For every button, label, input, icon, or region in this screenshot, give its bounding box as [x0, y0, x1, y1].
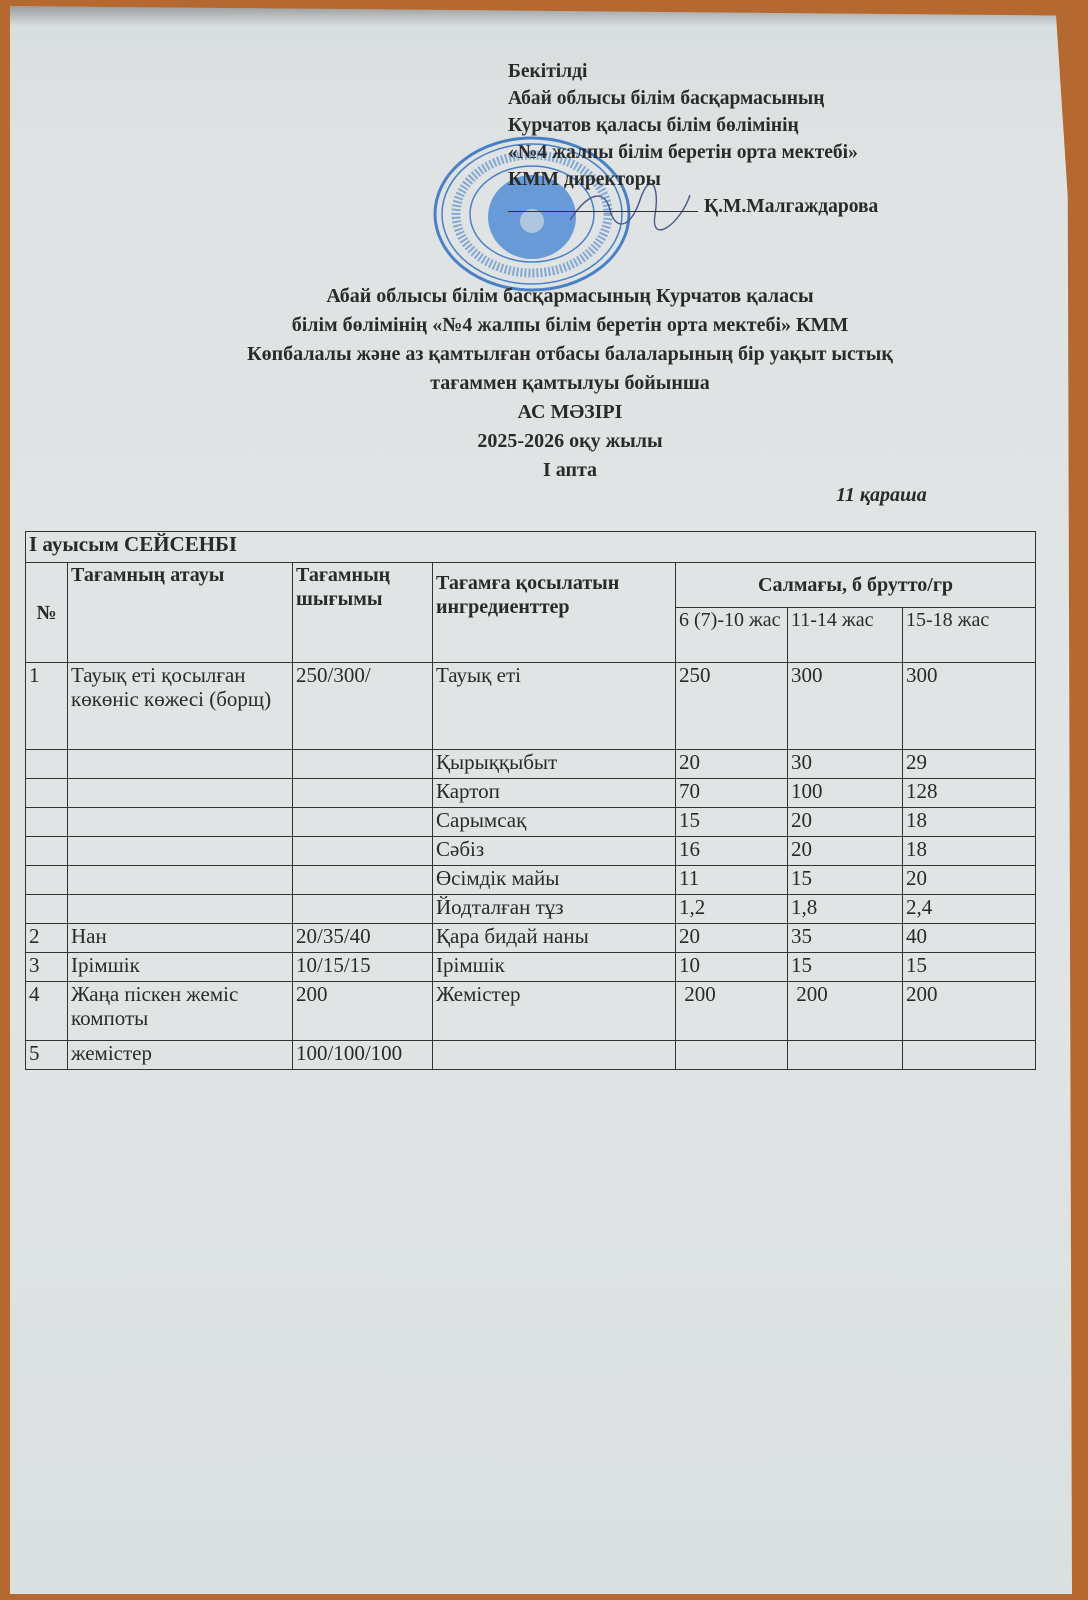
- row-yield: [293, 779, 433, 808]
- row-age-c: 29: [903, 750, 1036, 779]
- row-dish: [68, 750, 293, 779]
- document-title: [140, 282, 1000, 485]
- row-age-a: 10: [676, 953, 788, 982]
- row-dish: [68, 779, 293, 808]
- row-ingredient: Жемістер: [433, 982, 676, 1041]
- row-yield: 100/100/100: [293, 1041, 433, 1070]
- row-age-c: 18: [903, 808, 1036, 837]
- row-ingredient: Сәбіз: [433, 837, 676, 866]
- row-ingredient: Картоп: [433, 779, 676, 808]
- header-age-6-10: 6 (7)-10 жас: [676, 608, 788, 663]
- row-age-b: 1,8: [788, 895, 903, 924]
- title-line: 2025-2026 оқу жылы: [477, 430, 663, 452]
- row-dish: жемістер: [68, 1041, 293, 1070]
- table-row: [26, 953, 1036, 982]
- table-row: [26, 663, 1036, 750]
- row-yield: [293, 750, 433, 779]
- shift-title: І ауысым СЕЙСЕНБІ: [26, 532, 1036, 563]
- table-row: [26, 837, 1036, 866]
- row-dish: Жаңа піскен жеміс компоты: [68, 982, 293, 1041]
- row-ingredient: Йодталған тұз: [433, 895, 676, 924]
- row-yield: 20/35/40: [293, 924, 433, 953]
- row-age-b: 15: [788, 866, 903, 895]
- row-ingredient: Ірімшік: [433, 953, 676, 982]
- row-no: 4: [26, 982, 68, 1041]
- menu-date: 11 қараша: [836, 484, 927, 506]
- title-line: АС МӘЗІРІ: [517, 401, 623, 423]
- table-row: [26, 808, 1036, 837]
- header-age-15-18: 15-18 жас: [903, 608, 1036, 663]
- title-line: тағаммен қамтылуы бойынша: [430, 372, 710, 394]
- row-dish: Нан: [68, 924, 293, 953]
- row-yield: 10/15/15: [293, 953, 433, 982]
- title-line: І апта: [542, 459, 598, 481]
- row-dish: [68, 866, 293, 895]
- approval-block: [508, 58, 878, 220]
- row-age-b: 20: [788, 808, 903, 837]
- header-weight: Салмағы, б брутто/гр: [676, 563, 1036, 608]
- row-age-b: [788, 1041, 903, 1070]
- row-no: [26, 750, 68, 779]
- signature-row: [508, 193, 878, 220]
- table-header-row: [26, 563, 1036, 608]
- row-age-a: 20: [676, 750, 788, 779]
- row-no: [26, 866, 68, 895]
- row-age-a: 250: [676, 663, 788, 750]
- row-age-c: 15: [903, 953, 1036, 982]
- header-dish-yield: Тағамның шығымы: [293, 563, 433, 663]
- table-row: [26, 982, 1036, 1041]
- row-no: [26, 808, 68, 837]
- row-ingredient: [433, 1041, 676, 1070]
- title-line: Көпбалалы және аз қамтылған отбасы балаларының бір уақыт ыстық: [247, 343, 893, 365]
- row-ingredient: Қара бидай наны: [433, 924, 676, 953]
- signatory-name: Қ.М.Малгаждарова: [704, 196, 879, 217]
- row-age-c: 40: [903, 924, 1036, 953]
- approval-line: Курчатов қаласы білім бөлімінің: [508, 115, 799, 136]
- header-age-11-14: 11-14 жас: [788, 608, 903, 663]
- row-age-b: 300: [788, 663, 903, 750]
- approval-line: Абай облысы білім басқармасының: [508, 88, 825, 109]
- row-ingredient: Тауық еті: [433, 663, 676, 750]
- row-age-c: 2,4: [903, 895, 1036, 924]
- row-age-a: 70: [676, 779, 788, 808]
- row-no: [26, 779, 68, 808]
- row-dish: Ірімшік: [68, 953, 293, 982]
- row-no: 1: [26, 663, 68, 750]
- header-dish-name: Тағамның атауы: [68, 563, 293, 663]
- row-age-c: 300: [903, 663, 1036, 750]
- table-row: [26, 895, 1036, 924]
- row-yield: 200: [293, 982, 433, 1041]
- header-ingredients: Тағамға қосылатын ингредиенттер: [433, 563, 676, 663]
- row-yield: 250/300/: [293, 663, 433, 750]
- row-dish: [68, 808, 293, 837]
- row-yield: [293, 866, 433, 895]
- approval-line: Бекітілді: [508, 61, 588, 82]
- row-ingredient: Өсімдік майы: [433, 866, 676, 895]
- row-age-b: 200: [788, 982, 903, 1041]
- row-age-c: 18: [903, 837, 1036, 866]
- page-shadow: [10, 6, 1072, 26]
- row-ingredient: Сарымсақ: [433, 808, 676, 837]
- row-dish: Тауық еті қосылған көкөніс көжесі (борщ): [68, 663, 293, 750]
- row-age-a: 11: [676, 866, 788, 895]
- row-age-b: 35: [788, 924, 903, 953]
- row-age-c: 128: [903, 779, 1036, 808]
- table-row: [26, 866, 1036, 895]
- row-no: [26, 895, 68, 924]
- table-row: [26, 924, 1036, 953]
- row-no: 5: [26, 1041, 68, 1070]
- row-age-a: 20: [676, 924, 788, 953]
- row-age-c: 200: [903, 982, 1036, 1041]
- title-line: Абай облысы білім басқармасының Курчатов қаласы: [326, 285, 814, 307]
- row-age-b: 30: [788, 750, 903, 779]
- row-age-b: 20: [788, 837, 903, 866]
- approval-line: КММ директоры: [508, 169, 661, 190]
- row-age-a: 16: [676, 837, 788, 866]
- row-age-a: 200: [676, 982, 788, 1041]
- menu-table: [25, 531, 1036, 1070]
- row-age-a: 1,2: [676, 895, 788, 924]
- row-yield: [293, 808, 433, 837]
- header-no: №: [26, 563, 68, 663]
- table-row: [26, 1041, 1036, 1070]
- row-no: 3: [26, 953, 68, 982]
- table-row: [26, 779, 1036, 808]
- row-age-a: [676, 1041, 788, 1070]
- title-line: білім бөлімінің «№4 жалпы білім беретін орта мектебі» КММ: [291, 314, 849, 336]
- table-row: [26, 750, 1036, 779]
- row-yield: [293, 895, 433, 924]
- signature-line: [508, 211, 698, 212]
- row-age-c: [903, 1041, 1036, 1070]
- row-yield: [293, 837, 433, 866]
- row-age-b: 15: [788, 953, 903, 982]
- row-age-c: 20: [903, 866, 1036, 895]
- row-no: 2: [26, 924, 68, 953]
- row-age-a: 15: [676, 808, 788, 837]
- shift-header-row: [26, 532, 1036, 563]
- row-age-b: 100: [788, 779, 903, 808]
- row-no: [26, 837, 68, 866]
- row-dish: [68, 837, 293, 866]
- row-ingredient: Қырыққыбыт: [433, 750, 676, 779]
- row-dish: [68, 895, 293, 924]
- approval-line: «№4 жалпы білім беретін орта мектебі»: [508, 142, 858, 163]
